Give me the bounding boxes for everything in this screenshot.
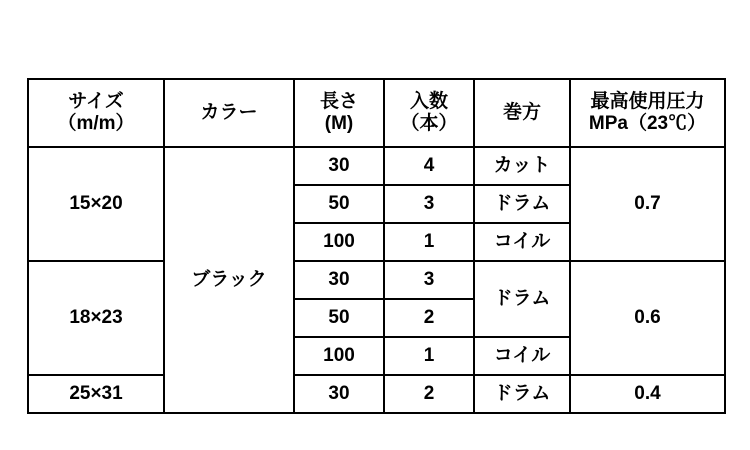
winding-value: カット: [474, 147, 570, 185]
header-pressure-line2: MPa（23℃）: [588, 113, 707, 134]
pressure-value: 0.4: [570, 375, 725, 413]
header-length: [294, 79, 384, 147]
count-value: 2: [384, 299, 474, 337]
header-count: [384, 79, 474, 147]
count-value: 4: [384, 147, 474, 185]
table-header: [28, 79, 725, 147]
header-length-line2: (M): [324, 113, 354, 134]
length-value: 30: [294, 375, 384, 413]
header-size-line2: （m/m）: [57, 113, 135, 134]
size-value: 15×20: [28, 147, 164, 261]
size-value: 25×31: [28, 375, 164, 413]
header-length-line1: 長さ: [319, 90, 358, 112]
length-value: 50: [294, 185, 384, 223]
header-row: [28, 79, 725, 147]
header-size: [28, 79, 164, 147]
size-value: 18×23: [28, 261, 164, 375]
count-value: 1: [384, 337, 474, 375]
pressure-value: 0.6: [570, 261, 725, 375]
specification-table: [27, 78, 726, 414]
pressure-value: 0.7: [570, 147, 725, 261]
length-value: 30: [294, 261, 384, 299]
winding-value: ドラム: [474, 185, 570, 223]
length-value: 100: [294, 337, 384, 375]
header-pressure-line1: 最高使用圧力: [590, 90, 705, 112]
winding-value: ドラム: [474, 261, 570, 337]
header-count-line2: （本）: [400, 113, 458, 134]
header-count-line1: 入数: [409, 90, 448, 112]
length-value: 50: [294, 299, 384, 337]
count-value: 3: [384, 261, 474, 299]
header-color-line1: カラー: [200, 101, 258, 123]
winding-value: ドラム: [474, 375, 570, 413]
count-value: 3: [384, 185, 474, 223]
color-value: ブラック: [164, 147, 294, 413]
header-color: [164, 79, 294, 147]
table-body: [28, 147, 725, 413]
count-value: 1: [384, 223, 474, 261]
count-value: 2: [384, 375, 474, 413]
winding-value: コイル: [474, 337, 570, 375]
header-winding-line1: 巻方: [502, 101, 541, 123]
header-pressure: [570, 79, 725, 147]
table-row: [28, 261, 725, 299]
header-size-line1: サイズ: [68, 90, 124, 112]
winding-value: コイル: [474, 223, 570, 261]
table-row: [28, 375, 725, 413]
table-row: [28, 147, 725, 185]
header-winding: [474, 79, 570, 147]
length-value: 100: [294, 223, 384, 261]
length-value: 30: [294, 147, 384, 185]
